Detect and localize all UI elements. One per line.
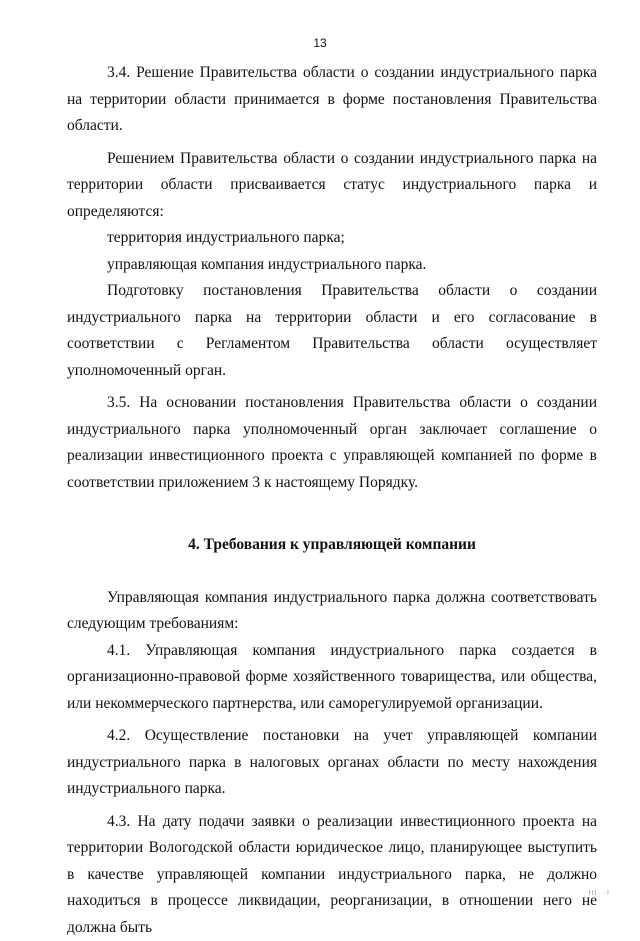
paragraph-preparation: Подготовку постановления Правительства области о создании индустриального парка на территории области и его согласование в соответствии с Регламентом Правительства области осуществляет уполномоченный орган. — [67, 278, 597, 384]
paragraph-3-4: 3.4. Решение Правительства области о создании индустриального парка на территории области принимается в форме постановления Правительства области. — [67, 60, 597, 140]
paragraph-section4-intro: Управляющая компания индустриального парка должна соответствовать следующим требованиям: — [67, 585, 597, 638]
paragraph-decision: Решением Правительства области о создании индустриального парка на территории области присваивается статус индустриального парка и определяются: — [67, 146, 597, 226]
paragraph-3-5: 3.5. На основании постановления Правительства области о создании индустриального парка уполномоченный орган заключает соглашение о реализации инвестиционного проекта с управляющей компанией по форме в соответствии приложением 3 к настоящему Порядку. — [67, 390, 597, 496]
footer-mark: ІІІ· ·І — [589, 890, 610, 897]
list-item-management-company: управляющая компания индустриального парка. — [67, 252, 597, 279]
section-heading: 4. Требования к управляющей компании — [67, 532, 597, 559]
paragraph-4-1: 4.1. Управляющая компания индустриального парка создается в организационно-правовой форме хозяйственного товарищества, или общества, или некоммерческого партнерства, или саморегулируемой организации. — [67, 638, 597, 718]
document-body — [67, 60, 597, 941]
paragraph-4-2: 4.2. Осуществление постановки на учет управляющей компании индустриального парка в налоговых органах области по месту нахождения индустриального парка. — [67, 723, 597, 803]
page-number: 13 — [0, 36, 640, 50]
list-item-territory: территория индустриального парка; — [67, 225, 597, 252]
paragraph-4-3: 4.3. На дату подачи заявки о реализации инвестиционного проекта на территории Вологодской области юридическое лицо, планирующее выступить в качестве управляющей компании индустриального парка, не должно находиться в процессе ликвидации, реорганизации, в отношении него не должна быть — [67, 809, 597, 941]
